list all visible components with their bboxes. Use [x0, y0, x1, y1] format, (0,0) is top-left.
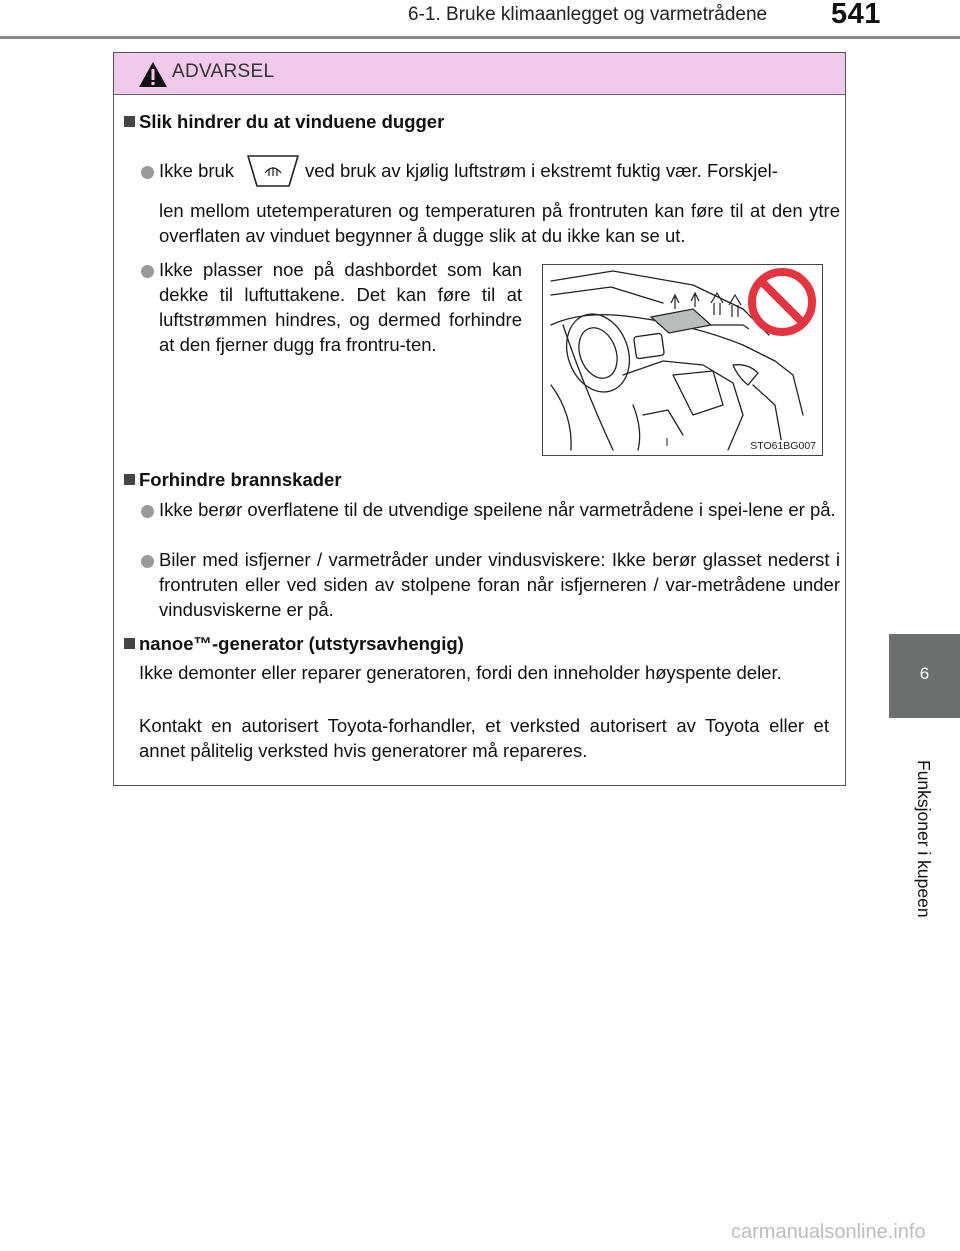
bullet-text: Ikke berør overflatene til de utvendige speilene når varmetrådene i spei-lene er på. — [159, 499, 836, 520]
chapter-tab — [889, 634, 960, 718]
prohibited-icon — [752, 272, 812, 332]
warning-label: ADVARSEL — [172, 61, 275, 82]
paragraph: Ikke demonter eller reparer generatoren, fordi den inneholder høyspente deler. — [139, 662, 782, 683]
bullet-dot — [141, 555, 154, 568]
illustration-code: STO61BG007 — [750, 440, 816, 452]
warning-triangle-icon — [138, 61, 168, 88]
bullet-text-continuation: len mellom utetemperaturen og temperaturen på frontruten kan føre til at den ytre overflaten av vinduet begynner å dugge slik at du ikke kan se ut. — [159, 200, 840, 246]
bullet-dot — [141, 505, 154, 518]
section-title: 6-1. Bruke klimaanlegget og varmetrådene — [408, 4, 768, 25]
dashboard-vents-drawing — [543, 265, 822, 455]
watermark: carmanualsonline.info — [731, 1221, 926, 1243]
section-marker — [124, 638, 135, 649]
header-divider — [0, 36, 960, 39]
warning-box — [113, 52, 846, 786]
bullet-text-start: Ikke bruk — [159, 160, 235, 181]
bullet-text: Biler med isfjerner / varmetråder under vindusviskere: Ikke berør glasset nederst i frontruten eller ved siden av stolpene foran når isfjerneren / var-metrådene under vindusviskerne er på. — [159, 549, 840, 620]
bullet-dot — [141, 265, 154, 278]
section-heading-defog: Slik hindrer du at vinduene dugger — [139, 111, 445, 132]
section-heading-burns: Forhindre brannskader — [139, 469, 342, 490]
section-heading-nanoe: nanoe™-generator (utstyrsavhengig) — [139, 633, 464, 654]
section-marker — [124, 116, 135, 127]
windshield-defogger-icon — [245, 153, 301, 189]
dashboard-illustration — [542, 264, 823, 456]
bullet-text-after-icon: ved bruk av kjølig luftstrøm i ekstremt fuktig vær. Forskjel- — [305, 160, 778, 181]
bullet-text: Ikke plasser noe på dashbordet som kan dekke til luftuttakene. Det kan føre til at luftstrømmen hindres, og dermed forhindre at den fjerner dugg fra frontru-ten. — [159, 259, 522, 355]
warning-header — [114, 53, 845, 95]
page-number: 541 — [831, 0, 881, 30]
section-marker — [124, 474, 135, 485]
chapter-number: 6 — [919, 664, 930, 683]
paragraph: Kontakt en autorisert Toyota-forhandler, et verksted autorisert av Toyota eller et annet pålitelig verksted hvis generatorer må repareres. — [139, 715, 829, 761]
bullet-dot — [141, 166, 154, 179]
chapter-title: Funksjoner i kupeen — [914, 760, 934, 918]
